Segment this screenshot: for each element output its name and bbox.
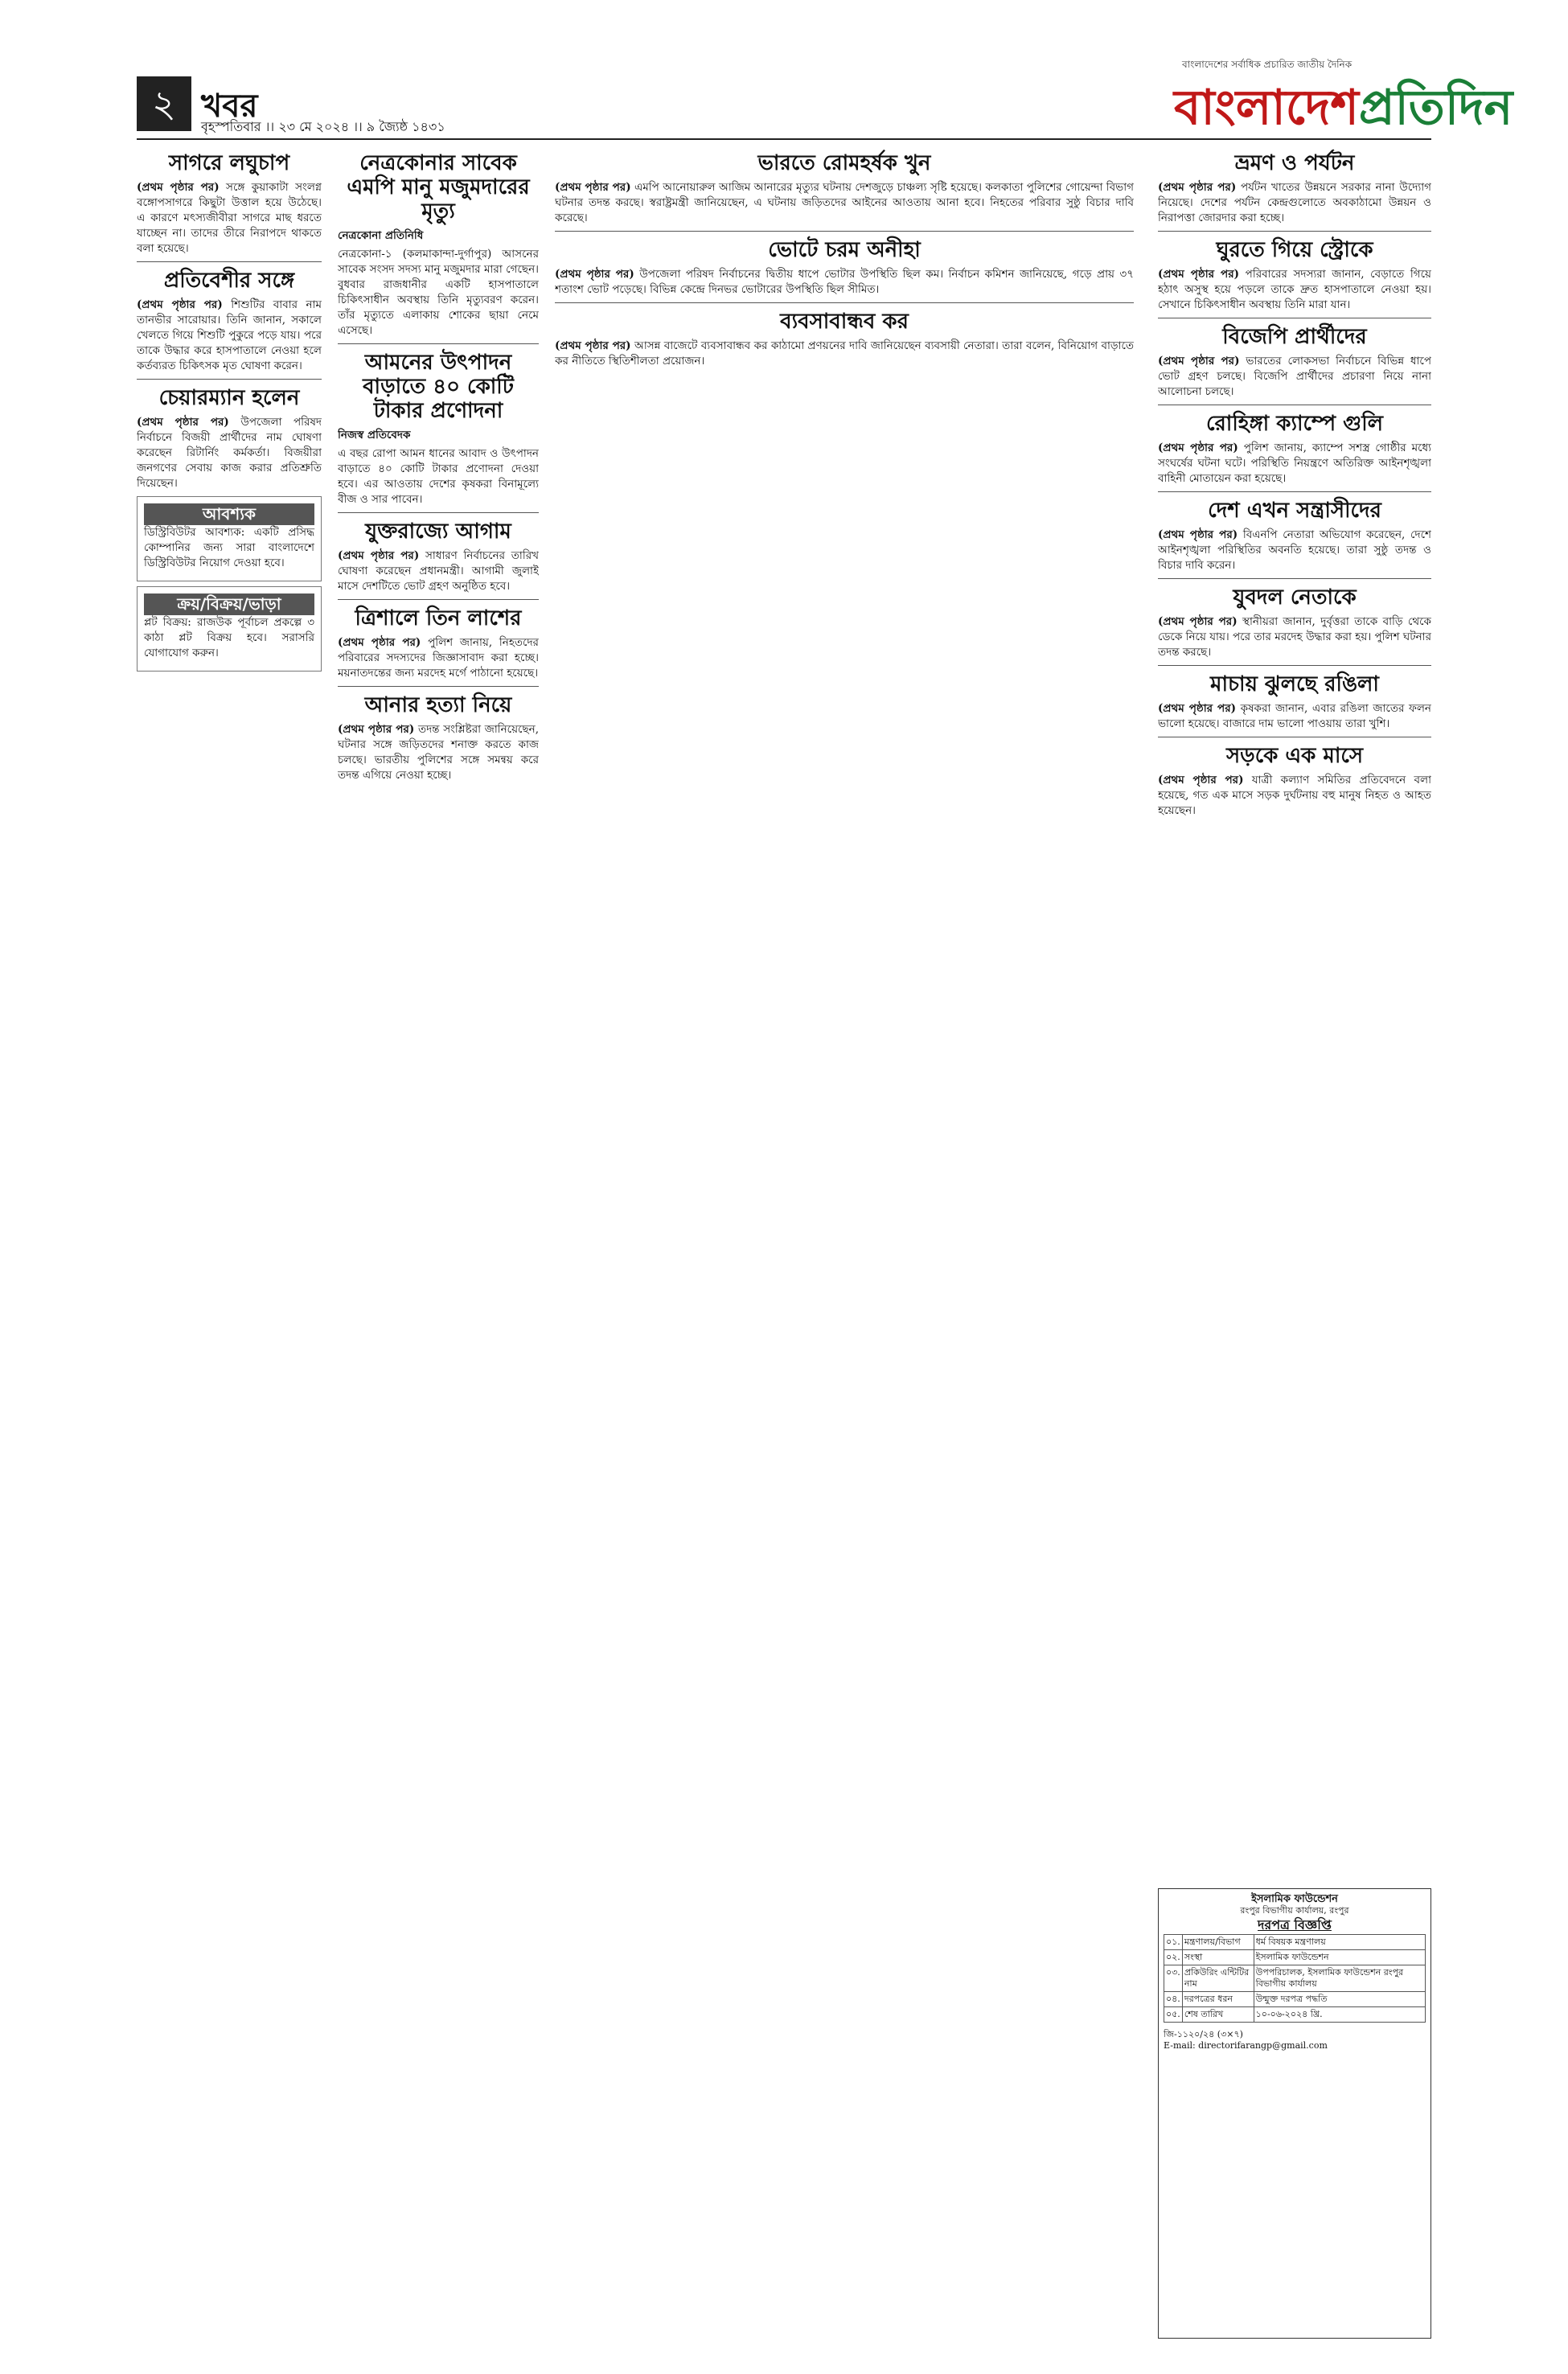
notice-cell-n: ০৫. [1164, 2007, 1183, 2023]
notice-cell-v: ইসলামিক ফাউন্ডেশন [1254, 1950, 1425, 1965]
classified-box-1 [137, 496, 322, 581]
article-tourism [1158, 151, 1431, 226]
lead: (প্রথম পৃষ্ঠার পর) [555, 339, 631, 352]
notice-cell-v: ১০-০৬-২০২৪ খ্রি. [1254, 2007, 1425, 2023]
body: এমপি আনোয়ারুল আজিম আনারের মৃত্যুর ঘটনায় দেশজুড়ে চাঞ্চল্য সৃষ্টি হয়েছে। কলকাতা পুলিশের গোয়েন্দা বিভাগ ঘটনার তদন্ত করছে। স্বরাষ্ট্রমন্ত্রী জানিয়েছেন, এ ঘটনায় জড়িতদের আইনের আওতায় আনা হবে। নিহতের পরিবার সুষ্ঠু বিচার দাবি করেছে। [555, 181, 1134, 224]
header-rule [137, 138, 1431, 140]
lead: (প্রথম পৃষ্ঠার পর) [1158, 268, 1240, 281]
headline: দেশ এখন সন্ত্রাসীদের [1208, 499, 1381, 523]
classified-head: আবশ্যক [144, 503, 314, 525]
notice-cell-k: দরপত্রের ধরন [1182, 1992, 1254, 2007]
notice-row [1164, 2007, 1426, 2023]
notice-cell-v: উন্মুক্ত দরপত্র পদ্ধতি [1254, 1992, 1425, 2007]
lead: নেত্রকোনা প্রতিনিধি [338, 229, 424, 242]
column-right [1158, 145, 1431, 1882]
headline: আমনের উৎপাদন বাড়াতে ৪০ কোটি টাকার প্রণোদনা [363, 351, 514, 423]
lead: (প্রথম পৃষ্ঠার পর) [1158, 615, 1238, 628]
notice-cell-k: মন্ত্রণালয়/বিভাগ [1182, 1935, 1254, 1950]
page-number: ২ [137, 76, 191, 131]
notice-cell-n: ০২. [1164, 1950, 1183, 1965]
classified-head: ক্রয়/বিক্রয়/ভাড়া [144, 594, 314, 615]
tender-notice [1158, 1888, 1431, 2339]
column-1 [137, 145, 322, 2348]
lead: (প্রথম পৃষ্ঠার পর) [137, 181, 220, 194]
headline: ভারতে রোমহর্ষক খুন [757, 151, 931, 175]
body: যাত্রী কল্যাণ সমিতির প্রতিবেদনে বলা হয়েছে, গত এক মাসে সড়ক দুর্ঘটনায় বহু মানুষ নিহত ও আহত হয়েছেন। [1158, 774, 1431, 817]
notice-cell-n: ০৪. [1164, 1992, 1183, 2007]
lead: নিজস্ব প্রতিবেদক [338, 429, 411, 442]
notice-cell-n: ০১. [1164, 1935, 1183, 1950]
body: পুলিশ জানায়, নিহতদের পরিবারের সদস্যদের জিজ্ঞাসাবাদ করা হচ্ছে। ময়নাতদন্তের জন্য মরদেহ মর্গে পাঠানো হয়েছে। [338, 636, 539, 680]
headline: মাচায় ঝুলছে রঙিলা [1210, 672, 1379, 696]
body: উপজেলা পরিষদ নির্বাচনে বিজয়ী প্রার্থীদের নাম ঘোষণা করেছেন রিটার্নিং কর্মকর্তা। বিজয়ীরা জনগণের সেবায় কাজ করার প্রতিশ্রুতি দিয়েছেন। [137, 416, 322, 490]
lead: (প্রথম পৃষ্ঠার পর) [137, 416, 229, 429]
lead: (প্রথম পৃষ্ঠার পর) [1158, 702, 1237, 715]
divider [338, 512, 539, 513]
article-chairman [137, 386, 322, 491]
article-machay [1158, 672, 1431, 732]
divider [338, 343, 539, 344]
headline: যুবদল নেতাকে [1233, 585, 1357, 610]
headline: ত্রিশালে তিন লাশের [355, 606, 522, 630]
notice-title: দরপত্র বিজ্ঞপ্তি [1258, 1917, 1332, 1932]
notice-cell-k: সংস্থা [1182, 1950, 1254, 1965]
notice-cell-k: প্রকিউরিং এন্টিটির নাম [1182, 1965, 1254, 1992]
article-mp-death [338, 151, 539, 339]
notice-row [1164, 1992, 1426, 2007]
notice-row [1164, 1935, 1426, 1950]
article-vote [555, 238, 1134, 298]
article-trishal [338, 606, 539, 681]
notice-sub: রংপুর বিভাগীয় কার্যালয়, রংপুর [1240, 1905, 1349, 1916]
body: সাধারণ নির্বাচনের তারিখ ঘোষণা করেছেন প্রধানমন্ত্রী। আগামী জুলাই মাসে দেশটিতে ভোট গ্রহণ অনুষ্ঠিত হবে। [338, 549, 539, 593]
article-uk [338, 520, 539, 594]
article-anar [338, 693, 539, 783]
classified-box-2 [137, 586, 322, 672]
lead: (প্রথম পৃষ্ঠার পর) [1158, 774, 1244, 787]
body: কৃষকরা জানান, এবার রঙিলা জাতের ফলন ভালো হয়েছে। বাজারে দাম ভালো পাওয়ায় তারা খুশি। [1158, 702, 1431, 730]
lead: (প্রথম পৃষ্ঠার পর) [137, 298, 223, 311]
lead: (প্রথম পৃষ্ঠার পর) [1158, 181, 1237, 194]
body: স্থানীয়রা জানান, দুর্বৃত্তরা তাকে বাড়ি থেকে ডেকে নিয়ে যায়। পরে তার মরদেহ উদ্ধার করা হয়। পুলিশ ঘটনার তদন্ত করছে। [1158, 615, 1431, 659]
article-country [1158, 499, 1431, 573]
divider [1158, 665, 1431, 666]
column-2 [338, 145, 539, 2348]
article-bjp [1158, 325, 1431, 400]
headline: সাগরে লঘুচাপ [168, 151, 290, 175]
logo-accent: প্রতিদিন [1358, 80, 1513, 136]
notice-cell-n: ০৩. [1164, 1965, 1183, 1992]
divider [338, 686, 539, 687]
lead: (প্রথম পৃষ্ঠার পর) [1158, 355, 1240, 368]
body: শিশুটির বাবার নাম তানভীর সারোয়ার। তিনি জানান, সকালে খেলতে গিয়ে শিশুটি পুকুরে পড়ে যায়। পরে তাকে উদ্ধার করে হাসপাতালে নেওয়া হলে কর্তব্যরত চিকিৎসক মৃত ঘোষণা করেন। [137, 298, 322, 372]
body: এ বছর রোপা আমন ধানের আবাদ ও উৎপাদন বাড়াতে ৪০ কোটি টাকার প্রণোদনা দেওয়া হবে। এর আওতায় দেশের কৃষকরা বিনামূল্যে বীজ ও সার পাবেন। [338, 447, 539, 506]
headline: ব্যবসাবান্ধব কর [780, 310, 909, 334]
article-business [555, 310, 1134, 369]
issue-date: বৃহস্পতিবার ।। ২৩ মে ২০২৪ ।। ৯ জ্যৈষ্ঠ ১৪৩১ [201, 119, 445, 134]
body: তদন্ত সংশ্লিষ্টরা জানিয়েছেন, ঘটনার সঙ্গে জড়িতদের শনাক্ত করতে কাজ চলছে। ভারতীয় পুলিশের সঙ্গে সমন্বয় করে তদন্ত এগিয়ে নেওয়া হচ্ছে। [338, 723, 539, 782]
article-amon [338, 351, 539, 507]
headline: নেত্রকোনার সাবেক এমপি মানু মজুমদারের মৃত্যু [347, 151, 530, 224]
divider [555, 302, 1134, 303]
column-center [555, 145, 1134, 2348]
notice-org: ইসলামিক ফাউন্ডেশন [1251, 1893, 1338, 1905]
article-road [1158, 744, 1431, 819]
divider [1158, 231, 1431, 232]
body: আসন্ন বাজেটে ব্যবসাবান্ধব কর কাঠামো প্রণয়নের দাবি জানিয়েছেন ব্যবসায়ী নেতারা। তারা বলেন, বিনিয়োগ বাড়াতে কর নীতিতে স্থিতিশীলতা প্রয়োজন। [555, 339, 1134, 368]
headline: ভোটে চরম অনীহা [768, 238, 921, 262]
divider [1158, 578, 1431, 579]
body: ভারতের লোকসভা নির্বাচনে বিভিন্ন ধাপে ভোট গ্রহণ চলছে। বিজেপি প্রার্থীদের প্রচারণা নিয়ে নানা আলোচনা চলছে। [1158, 355, 1431, 398]
classified-body: প্লট বিক্রয়: রাজউক পূর্বাচল প্রকল্পে ৩ কাঠা প্লট বিক্রয় হবে। সরাসরি যোগাযোগ করুন। [144, 616, 314, 659]
body: পরিবারের সদস্যরা জানান, বেড়াতে গিয়ে হঠাৎ অসুস্থ হয়ে পড়লে তাকে দ্রুত হাসপাতালে নেওয়া হয়। সেখানে চিকিৎসাধীন অবস্থায় তিনি মারা যান। [1158, 268, 1431, 311]
body: সঙ্গে কুয়াকাটা সংলগ্ন বঙ্গোপসাগরে কিছুটা উত্তাল হয়ে উঠেছে। এ কারণে মৎস্যজীবীরা সাগরে মাছ ধরতে যাচ্ছেন না। তাদের তীরে নিরাপদে থাকতে বলা হয়েছে। [137, 181, 322, 255]
body: পর্যটন খাতের উন্নয়নে সরকার নানা উদ্যোগ নিয়েছে। দেশের পর্যটন কেন্দ্রগুলোতে অবকাঠামো উন্নয়ন ও নিরাপত্তা জোরদার করা হচ্ছে। [1158, 181, 1431, 224]
logo-main: বাংলাদেশ [1174, 80, 1359, 136]
article-protibeshi [137, 269, 322, 374]
divider [137, 261, 322, 262]
notice-cell-v: উপপরিচালক, ইসলামিক ফাউন্ডেশন রংপুর বিভাগীয় কার্যালয় [1254, 1965, 1425, 1992]
notice-cell-v: ধর্ম বিষয়ক মন্ত্রণালয় [1254, 1935, 1425, 1950]
headline: রোহিঙ্গা ক্যাম্পে গুলি [1205, 412, 1384, 436]
divider [137, 379, 322, 380]
headline: যুক্তরাজ্যে আগাম [365, 520, 511, 544]
lead: (প্রথম পৃষ্ঠার পর) [338, 549, 420, 562]
lead: (প্রথম পৃষ্ঠার পর) [338, 636, 421, 649]
article-jubodal [1158, 585, 1431, 660]
headline: ঘুরতে গিয়ে স্ট্রোকে [1216, 238, 1373, 262]
lead: (প্রথম পৃষ্ঠার পর) [338, 723, 415, 736]
classified-body: ডিস্ট্রিবিউটর আবশ্যক: একটি প্রসিদ্ধ কোম্পানির জন্য সারা বাংলাদেশে ডিস্ট্রিবিউটর নিয়োগ দেওয়া হবে। [144, 526, 314, 569]
logo-tagline: বাংলাদেশের সর্বাধিক প্রচারিত জাতীয় দৈনিক [1182, 59, 1353, 70]
headline: বিজেপি প্রার্থীদের [1222, 325, 1367, 349]
headline: ভ্রমণ ও পর্যটন [1234, 151, 1355, 175]
headline: প্রতিবেশীর সঙ্গে [163, 269, 295, 293]
body: নেত্রকোনা-১ (কলমাকান্দা-দুর্গাপুর) আসনের সাবেক সংসদ সদস্য মানু মজুমদার মারা গেছেন। বুধবার রাজধানীর একটি হাসপাতালে চিকিৎসাধীন অবস্থায় তিনি মৃত্যুবরণ করেন। তাঁর মৃত্যুতে এলাকায় শোকের ছায়া নেমে এসেছে। [338, 248, 539, 337]
body: বিএনপি নেতারা অভিযোগ করেছেন, দেশে আইনশৃঙ্খলা পরিস্থিতির অবনতি হয়েছে। তারা সুষ্ঠু তদন্ত ও বিচার দাবি করেন। [1158, 528, 1431, 572]
notice-cell-k: শেষ তারিখ [1182, 2007, 1254, 2023]
notice-table [1164, 1934, 1426, 2023]
article-rohingya [1158, 412, 1431, 487]
lead: (প্রথম পৃষ্ঠার পর) [1158, 528, 1238, 541]
section-title: খবর [201, 87, 258, 125]
notice-row [1164, 1950, 1426, 1965]
divider [1158, 491, 1431, 492]
lead: (প্রথম পৃষ্ঠার পর) [1158, 442, 1238, 454]
headline: সড়কে এক মাসে [1225, 744, 1364, 768]
headline: চেয়ারম্যান হলেন [158, 386, 300, 410]
lead: (প্রথম পৃষ্ঠার পর) [555, 268, 634, 281]
article-india [555, 151, 1134, 226]
notice-code: জি-১১২০/২৪ (৩×৭) [1164, 2029, 1243, 2039]
headline: আনার হত্যা নিয়ে [364, 693, 512, 717]
body: পুলিশ জানায়, ক্যাম্পে সশস্ত্র গোষ্ঠীর মধ্যে সংঘর্ষের ঘটনা ঘটে। পরিস্থিতি নিয়ন্ত্রণে অতিরিক্ত আইনশৃঙ্খলা বাহিনী মোতায়েন করা হয়েছে। [1158, 442, 1431, 485]
masthead [0, 0, 1568, 137]
divider [338, 599, 539, 600]
article-strike [1158, 238, 1431, 313]
divider [555, 231, 1134, 232]
article-sagor [137, 151, 322, 257]
lead: (প্রথম পৃষ্ঠার পর) [555, 181, 631, 194]
notice-row [1164, 1965, 1426, 1992]
notice-email: E-mail: directorifarangp@gmail.com [1164, 2040, 1328, 2051]
body: উপজেলা পরিষদ নির্বাচনের দ্বিতীয় ধাপে ভোটার উপস্থিতি ছিল কম। নির্বাচন কমিশন জানিয়েছে, গড়ে প্রায় ৩৭ শতাংশ ভোট পড়েছে। বিভিন্ন কেন্দ্রে দিনভর ভোটারের উপস্থিতি ছিল সীমিত। [555, 268, 1134, 296]
